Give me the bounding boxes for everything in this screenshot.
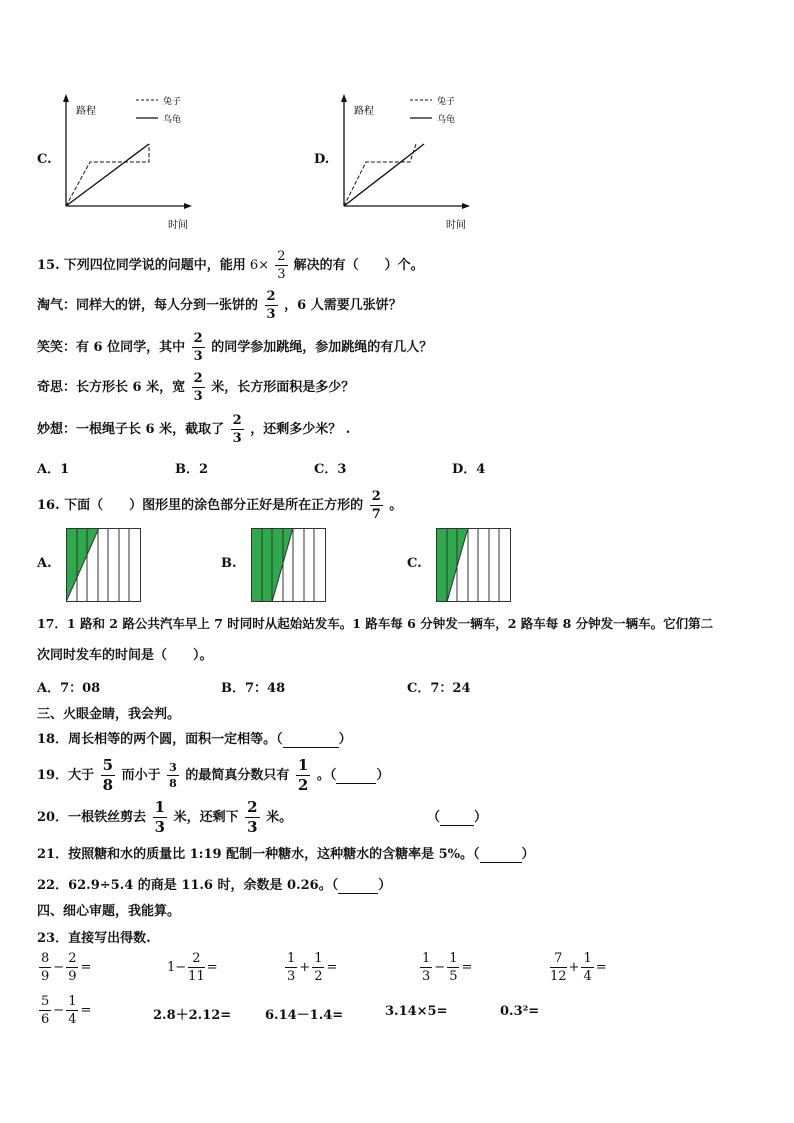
turtle-path [66, 144, 149, 206]
legend-turtle: 乌龟 [163, 115, 182, 125]
fraction: $\frac{1}{5}$ [449, 951, 458, 984]
statement-xiaoxiao: 笑笑：有 6 位同学，其中 $\frac{2}{3}$ 的同学参加跳绳，参加跳绳的有几人？ [37, 331, 433, 364]
fraction: $\frac{1}{3}$ [287, 951, 296, 984]
fraction: $\frac{1}{4}$ [583, 951, 592, 984]
fraction-one-half: $\frac{1}{2}$ [297, 756, 309, 794]
figure-c-label: C. [407, 556, 422, 571]
answer-blank[interactable] [338, 878, 378, 894]
stem-text: 解决的有（ ）个。 [293, 258, 424, 273]
fraction: $\frac{1}{3}$ [422, 951, 431, 984]
statement-qisi: 奇思：长方形长 6 米，宽 $\frac{2}{3}$ 米，长方形面积是多少？ [37, 371, 355, 404]
question-17-line1: 17．1 路和 2 路公共汽车早上 7 时同时从起始站发车。1 路车每 6 分钟发一辆车，2 路车每 8 分钟发一辆车。它们第二 [37, 616, 714, 631]
choice-c[interactable]: C．3 [314, 462, 347, 477]
stem-text: 下列四位同学说的问题中，能用 [63, 258, 246, 273]
y-axis-arrow [63, 94, 69, 102]
question-16-stem: 16. 下面（ ）图形里的涂色部分正好是所在正方形的 $\frac{2}{7}$ 。 [37, 489, 403, 522]
y-axis-label: 路程 [354, 106, 374, 117]
answer-blank[interactable] [336, 768, 376, 784]
option-d-label: D. [314, 152, 330, 167]
question-19: 19．大于 $\frac{5}{8}$ 而小于 $\frac{3}{8}$ 的最简真分数只有 $\frac{1}{2}$ 。（ ） [37, 756, 390, 794]
x-axis-arrow [184, 203, 192, 209]
calc-item-1[interactable]: $\frac{8}{9}$ − $\frac{2}{9}$ = [41, 951, 92, 984]
fraction: $\frac{7}{12}$ [550, 951, 567, 984]
turtle-path [344, 144, 424, 206]
fraction-two-sevenths: $\frac{2}{7}$ [371, 489, 381, 522]
fraction: $\frac{8}{9}$ [41, 951, 50, 984]
rabbit-path [344, 144, 416, 206]
question-18: 18．周长相等的两个圆，面积一定相等。（ ） [37, 732, 352, 747]
fraction-three-eighths: $\frac{3}{8}$ [169, 761, 177, 790]
calc-item-6[interactable]: $\frac{5}{6}$ − $\frac{1}{4}$ = [41, 994, 92, 1027]
option-c-label: C. [37, 152, 52, 167]
calc-item-2[interactable]: 1− $\frac{2}{11}$ = [167, 951, 218, 984]
calc-item-3[interactable]: $\frac{1}{3}$ + $\frac{1}{2}$ = [287, 951, 338, 984]
fraction: $\frac{5}{6}$ [41, 994, 50, 1027]
figure-c-square[interactable] [436, 528, 514, 606]
fraction: $\frac{1}{4}$ [68, 994, 77, 1027]
fraction-two-thirds: $\frac{2}{3}$ [247, 798, 258, 836]
figure-a-square[interactable] [66, 528, 144, 606]
answer-blank[interactable] [283, 732, 339, 748]
fraction-two-thirds: $\frac{2}{3}$ [193, 331, 203, 364]
figure-b-square[interactable] [251, 528, 329, 606]
answer-blank[interactable] [480, 847, 522, 863]
calc-item-8[interactable]: 6.14－1.4= [265, 1008, 344, 1023]
statement-taoqi: 淘气：同样大的饼，每人分到一张饼的 $\frac{2}{3}$ ，6 人需要几张饼？ [37, 289, 402, 322]
y-axis-label: 路程 [76, 106, 96, 117]
calc-item-7[interactable]: 2.8＋2.12= [153, 1008, 232, 1023]
choice-b[interactable]: B．2 [175, 462, 209, 477]
figure-a-label: A. [37, 556, 52, 571]
expr-number: 6 [249, 258, 259, 273]
question-20: 20．一根铁丝剪去 $\frac{1}{3}$ 米，还剩下 $\frac{2}{3}$ 米。 [37, 798, 293, 836]
fraction: $\frac{1}{2}$ [314, 951, 323, 984]
shaded-region [436, 528, 468, 602]
statement-miaoxiang: 妙想：一根绳子长 6 米，截取了 $\frac{2}{3}$ ，还剩多少米？ . [37, 413, 351, 446]
choice-b[interactable]: B．7：48 [221, 681, 286, 696]
question-17-line2: 次同时发车的时间是（ ）。 [37, 648, 213, 663]
question-22: 22．62.9÷5.4 的商是 11.6 时，余数是 0.26。（ ） [37, 878, 392, 893]
x-axis-label: 时间 [446, 220, 466, 231]
fraction-two-thirds: $\frac{2}{3}$ [266, 289, 276, 322]
calc-item-5[interactable]: $\frac{7}{12}$ + $\frac{1}{4}$ = [550, 951, 607, 984]
answer-blank[interactable] [440, 810, 474, 826]
calc-item-9[interactable]: 3.14×5= [385, 1004, 448, 1019]
fraction: $\frac{2}{9}$ [68, 951, 77, 984]
question-20-answer: （ ） [427, 810, 488, 825]
fraction-five-eighths: $\frac{5}{8}$ [102, 756, 114, 794]
question-number: 16. [37, 498, 60, 513]
calc-item-10[interactable]: 0.3²= [500, 1004, 540, 1019]
fraction-two-thirds: $\frac{2}{3}$ [193, 371, 203, 404]
choice-d[interactable]: D．4 [452, 462, 486, 477]
choice-a[interactable]: A．1 [37, 462, 70, 477]
fraction-one-third: $\frac{1}{3}$ [154, 798, 166, 836]
legend-turtle: 乌龟 [437, 115, 456, 125]
question-21: 21．按照糖和水的质量比 1:19 配制一种糖水，这种糖水的含糖率是 5%。（ ） [37, 847, 535, 862]
section-3-heading: 三、火眼金睛，我会判。 [37, 707, 181, 722]
graph-d [338, 92, 478, 232]
figure-b-label: B. [221, 556, 237, 571]
choice-a[interactable]: A．7：08 [37, 681, 101, 696]
fraction-two-thirds: $\frac{2}{3}$ [232, 413, 242, 446]
question-23-title: 23．直接写出得数. [37, 931, 151, 946]
x-axis-label: 时间 [168, 220, 188, 231]
y-axis-arrow [341, 94, 347, 102]
question-15-stem [37, 250, 424, 281]
section-4-heading: 四、细心审题，我能算。 [37, 904, 181, 919]
times-sign: × [258, 258, 270, 273]
fraction: $\frac{2}{11}$ [188, 951, 205, 984]
graph-c [60, 92, 200, 232]
legend-rabbit: 兔子 [437, 97, 456, 107]
x-axis-arrow [462, 203, 470, 209]
fraction-two-thirds: $\frac{2}{3}$ [277, 249, 286, 282]
question-number: 15. [37, 258, 60, 273]
calc-item-4[interactable]: $\frac{1}{3}$ − $\frac{1}{5}$ = [422, 951, 473, 984]
legend-rabbit: 兔子 [163, 97, 182, 107]
choice-c[interactable]: C．7：24 [407, 681, 471, 696]
